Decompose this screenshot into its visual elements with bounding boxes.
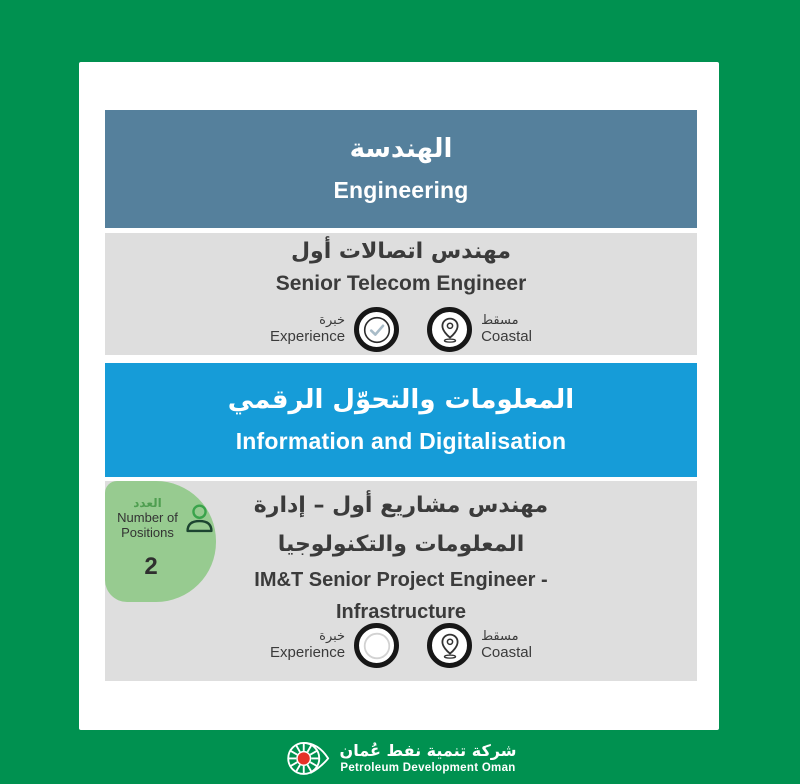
department-header-engineering	[105, 110, 697, 228]
department-title-arabic: الهندسة	[349, 133, 453, 164]
location-label-arabic: مسقط	[481, 628, 519, 644]
experience-label-arabic: خبرة	[319, 628, 346, 644]
experience-label-english: Experience	[270, 328, 346, 346]
location-pin-icon	[427, 307, 472, 352]
positions-label-english-line2: Positions	[121, 524, 174, 540]
job-title-english: Senior Telecom Engineer	[275, 271, 527, 295]
job-title-arabic-line2: المعلومات والتكنولوجيا	[277, 531, 525, 557]
job-title-arabic: مهندس اتصالات أول	[290, 238, 512, 264]
experience-label-english: Experience	[270, 644, 346, 662]
company-name-english: Petroleum Development Oman	[340, 762, 516, 775]
job-attributes-row	[270, 307, 532, 352]
location-label-arabic: مسقط	[481, 312, 519, 328]
announcement-card	[79, 62, 719, 730]
experience-label-arabic: خبرة	[319, 312, 346, 328]
location-tag	[427, 623, 532, 668]
pdo-footer	[0, 731, 800, 784]
job-title-arabic-line1: مهندس مشاريع أول – إدارة	[253, 493, 549, 518]
job-title-block	[105, 487, 697, 628]
positions-label-arabic: العدد	[133, 496, 162, 510]
location-label-english: Coastal	[481, 644, 532, 662]
job-card-telecom	[105, 233, 697, 355]
experience-circle-icon	[354, 623, 399, 668]
job-title-english-line2: Infrastructure	[335, 601, 467, 623]
pdo-logo-icon	[284, 735, 331, 780]
job-card-imt-project-engineer	[105, 481, 697, 681]
department-header-digitalisation	[105, 363, 697, 477]
department-title-english: Information and Digitalisation	[235, 428, 567, 455]
experience-tag	[270, 307, 399, 352]
experience-check-icon	[354, 307, 399, 352]
location-pin-icon	[427, 623, 472, 668]
company-name-arabic: شركة تنمية نفط عُمان	[339, 740, 517, 760]
experience-tag	[270, 623, 399, 668]
job-title-english-line1: IM&T Senior Project Engineer -	[254, 569, 548, 591]
job-attributes-row	[105, 623, 697, 668]
location-tag	[427, 307, 532, 352]
location-label-english: Coastal	[481, 328, 532, 346]
positions-label-english-line1: Number of	[117, 509, 178, 525]
department-title-arabic: المعلومات والتحوّل الرقمي	[227, 384, 575, 415]
department-title-english: Engineering	[333, 177, 469, 204]
positions-count: 2	[144, 552, 158, 580]
